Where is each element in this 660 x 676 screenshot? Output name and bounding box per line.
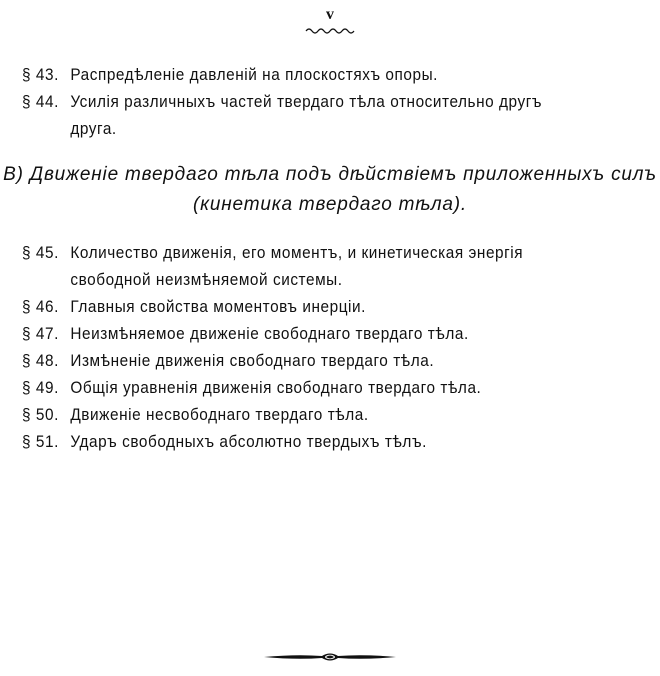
entry-text: Измѣненіе движенія свободнаго твердаго тѣла. xyxy=(70,352,435,370)
entry-text-continuation: друга. xyxy=(70,120,117,138)
toc-entry-45 xyxy=(22,240,599,294)
toc-entry-46 xyxy=(22,294,599,321)
section-number: § 46. xyxy=(22,298,59,316)
entry-text: Главныя свойства моментовъ инерціи. xyxy=(70,298,366,316)
entry-text: Ударъ свободныхъ абсолютно твердыхъ тѣлъ. xyxy=(70,433,427,451)
toc-entry-51 xyxy=(22,429,599,456)
entry-text: Общія уравненія движенія свободнаго твердаго тѣла. xyxy=(70,379,482,397)
page-number: v xyxy=(326,6,334,23)
wavy-rule-ornament xyxy=(305,26,357,36)
section-heading xyxy=(0,160,660,220)
toc-entry-44 xyxy=(22,89,599,143)
entry-text: Усилія различныхъ частей твердаго тѣла относительно другъ xyxy=(70,93,543,111)
toc-entry-47 xyxy=(22,321,599,348)
toc-entry-43 xyxy=(22,62,599,89)
section-heading-line-2: (кинетика твердаго тѣла). xyxy=(193,194,467,215)
entry-text: Движеніе несвободнаго твердаго тѣла. xyxy=(70,406,369,424)
section-number: § 47. xyxy=(22,325,59,343)
entry-text: Распредѣленіе давленій на плоскостяхъ опоры. xyxy=(70,66,438,84)
entry-text: Количество движенія, его моментъ, и кинетическая энергія xyxy=(70,244,524,262)
end-ornament xyxy=(262,650,398,664)
entry-text: Неизмѣняемое движеніе свободнаго твердаго тѣла. xyxy=(70,325,469,343)
toc-entry-49 xyxy=(22,375,599,402)
entry-text-continuation: свободной неизмѣняемой системы. xyxy=(70,271,343,289)
section-number: § 44. xyxy=(22,93,59,111)
section-number: § 50. xyxy=(22,406,59,424)
section-heading-line-1: В) Движеніе твердаго тѣла подъ дѣйствіемъ приложенныхъ силъ xyxy=(3,164,657,185)
toc-entry-50 xyxy=(22,402,599,429)
section-number: § 48. xyxy=(22,352,59,370)
section-number: § 43. xyxy=(22,66,59,84)
section-number: § 51. xyxy=(22,433,59,451)
section-number: § 45. xyxy=(22,244,59,262)
section-number: § 49. xyxy=(22,379,59,397)
toc-entry-48 xyxy=(22,348,599,375)
